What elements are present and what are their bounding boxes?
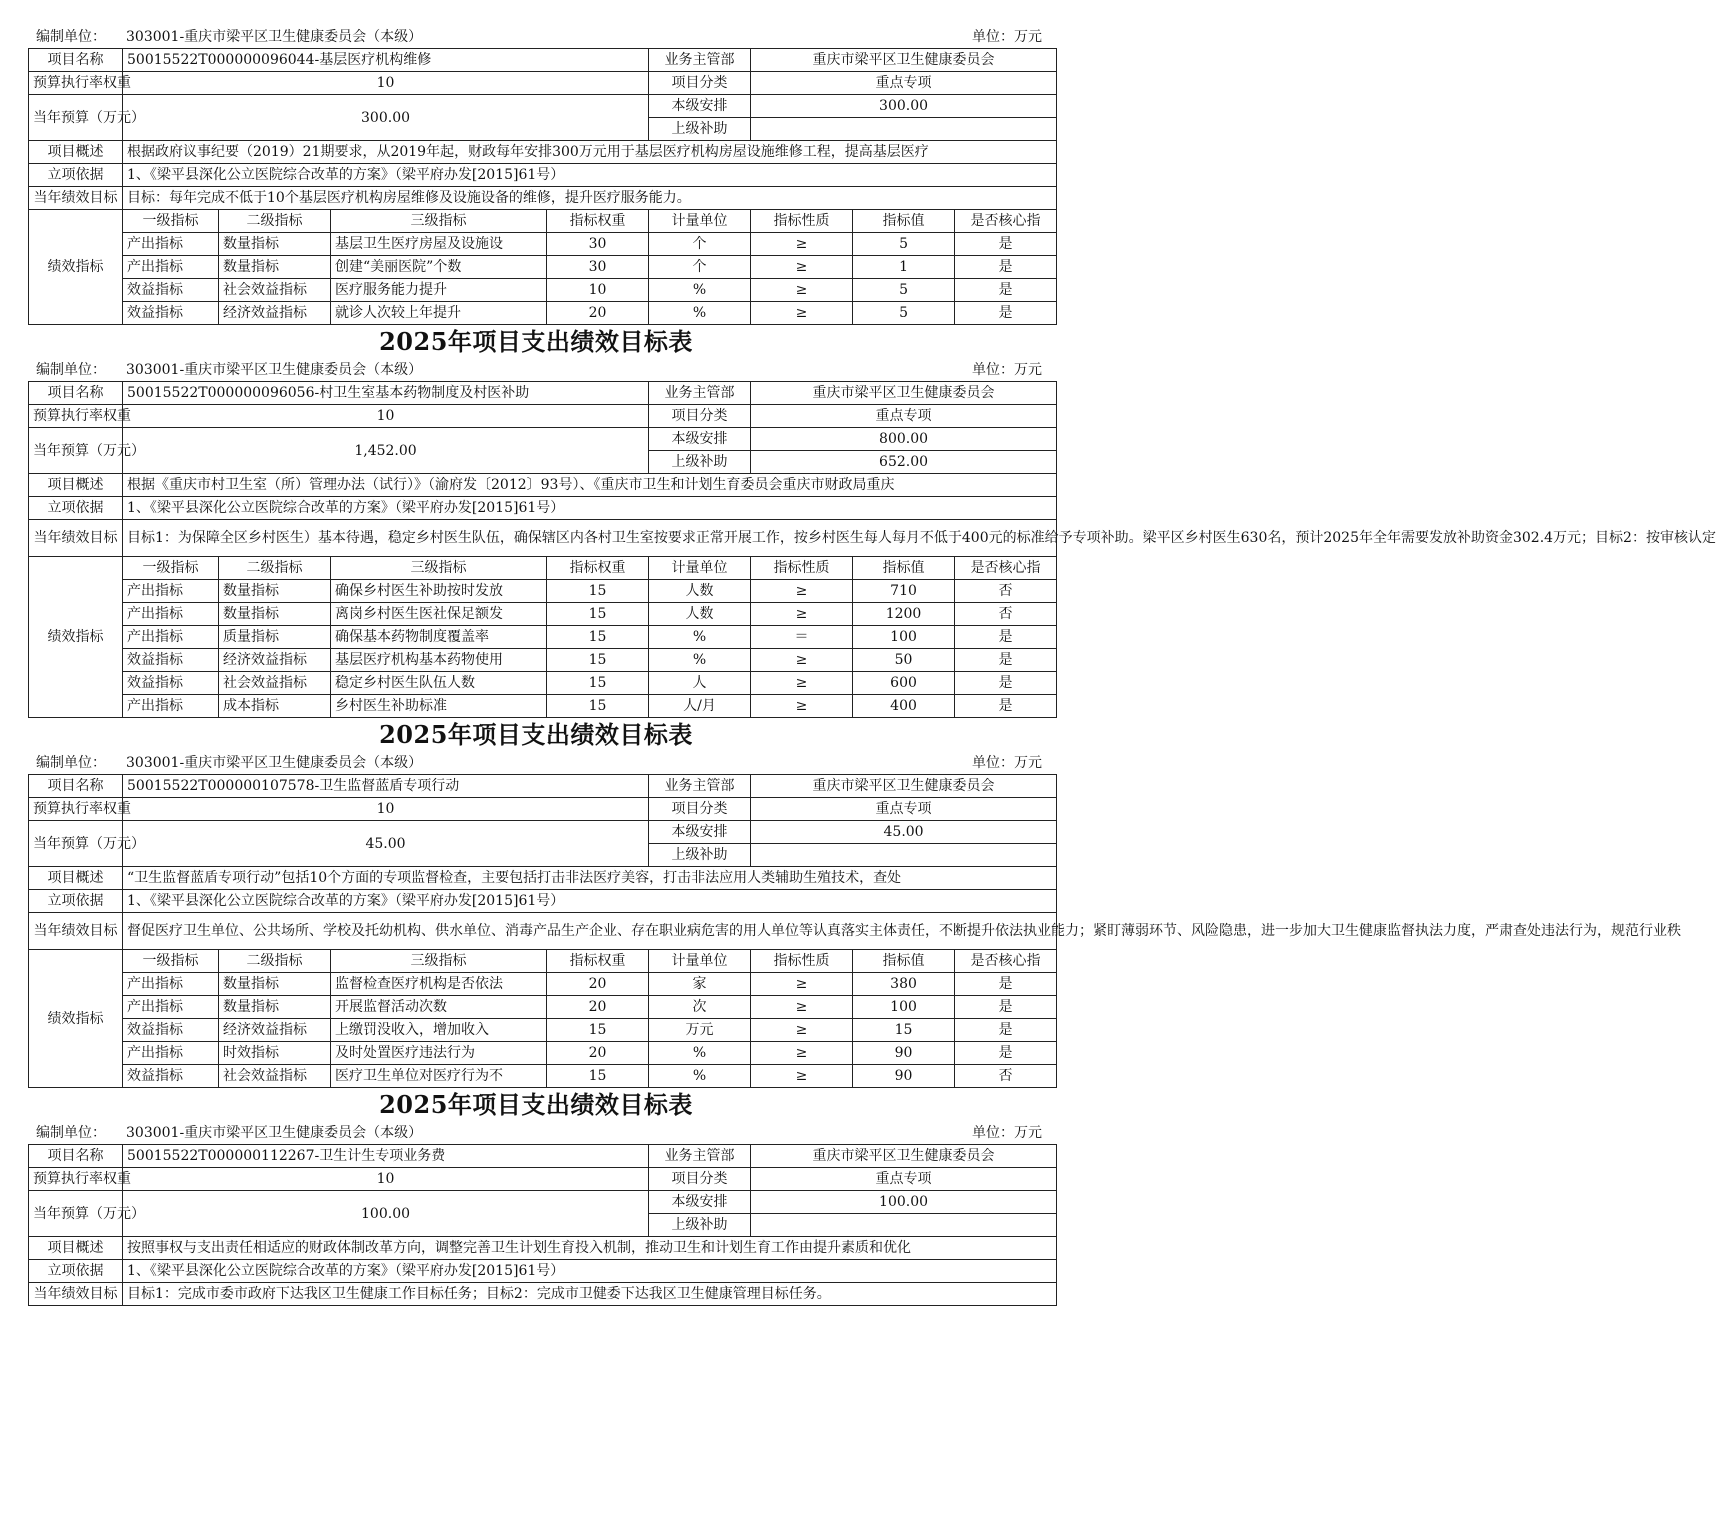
- overview-value: 根据《重庆市村卫生室（所）管理办法（试行）》（渝府发〔2012〕93号）、《重庆市卫生和计划生育委员会重庆市财政局重庆: [123, 474, 1057, 497]
- ind-value: 90: [853, 1042, 955, 1065]
- ind-unit: %: [649, 1065, 751, 1088]
- upper-value: [751, 844, 1057, 867]
- label-goal: 当年绩效目标: [29, 520, 123, 557]
- org-value: 303001-重庆市梁平区卫生健康委员会（本级）: [126, 29, 423, 45]
- ind-unit: 次: [649, 996, 751, 1019]
- ind-level2: 社会效益指标: [219, 1065, 331, 1088]
- ind-nature: ≥: [751, 649, 853, 672]
- label-goal: 当年绩效目标: [29, 1283, 123, 1306]
- org-label: 编制单位：: [36, 29, 106, 45]
- indicator-row: [29, 672, 1057, 695]
- dept-value: 重庆市梁平区卫生健康委员会: [751, 1145, 1057, 1168]
- label-exec-rate: 预算执行率权重: [29, 72, 123, 95]
- ind-unit: 家: [649, 973, 751, 996]
- ind-value: 1: [853, 256, 955, 279]
- ind-core: 否: [955, 603, 1057, 626]
- ind-core: 是: [955, 1042, 1057, 1065]
- label-upper: 上级补助: [649, 844, 751, 867]
- ind-level1: 产出指标: [123, 626, 219, 649]
- ind-nature: ≥: [751, 580, 853, 603]
- ind-level3: 就诊人次较上年提升: [331, 302, 547, 325]
- exec-rate-value: 10: [123, 405, 649, 428]
- ind-unit: %: [649, 1042, 751, 1065]
- ind-weight: 20: [547, 1042, 649, 1065]
- ind-unit: 人数: [649, 580, 751, 603]
- ind-header: 指标权重: [547, 950, 649, 973]
- overview-value: 按照事权与支出责任相适应的财政体制改革方向，调整完善卫生计划生育投入机制，推动卫生和计划生育工作由提升素质和优化: [123, 1237, 1057, 1260]
- ind-header: 计量单位: [649, 557, 751, 580]
- ind-value: 5: [853, 279, 955, 302]
- dept-value: 重庆市梁平区卫生健康委员会: [751, 775, 1057, 798]
- ind-core: 否: [955, 1065, 1057, 1088]
- label-project-name: 项目名称: [29, 1145, 123, 1168]
- unit-line: [28, 1122, 1044, 1144]
- ind-weight: 20: [547, 302, 649, 325]
- ind-level2: 社会效益指标: [219, 279, 331, 302]
- ind-unit: %: [649, 279, 751, 302]
- org-value: 303001-重庆市梁平区卫生健康委员会（本级）: [126, 362, 423, 378]
- ind-level1: 产出指标: [123, 695, 219, 718]
- org-label: 编制单位：: [36, 755, 106, 771]
- ind-level1: 产出指标: [123, 1042, 219, 1065]
- ind-nature: ≥: [751, 996, 853, 1019]
- ind-header: 三级指标: [331, 950, 547, 973]
- ind-value: 50: [853, 649, 955, 672]
- label-category: 项目分类: [649, 72, 751, 95]
- ind-unit: 万元: [649, 1019, 751, 1042]
- ind-header: 三级指标: [331, 210, 547, 233]
- ind-level3: 创建“美丽医院”个数: [331, 256, 547, 279]
- indicator-row: [29, 580, 1057, 603]
- ind-level2: 数量指标: [219, 603, 331, 626]
- ind-weight: 30: [547, 256, 649, 279]
- ind-value: 710: [853, 580, 955, 603]
- ind-level2: 社会效益指标: [219, 672, 331, 695]
- ind-level3: 上缴罚没收入，增加收入: [331, 1019, 547, 1042]
- indicator-row: [29, 279, 1057, 302]
- ind-nature: ≥: [751, 1065, 853, 1088]
- ind-core: 是: [955, 649, 1057, 672]
- ind-level3: 及时处置医疗违法行为: [331, 1042, 547, 1065]
- ind-level3: 基层卫生医疗房屋及设施设: [331, 233, 547, 256]
- goal-value: 目标1：完成市委市政府下达我区卫生健康工作目标任务；目标2：完成市卫健委下达我区卫生健康管理目标任务。: [123, 1283, 1057, 1306]
- label-dept: 业务主管部: [649, 1145, 751, 1168]
- budget-value: 100.00: [123, 1191, 649, 1237]
- overview-value: 根据政府议事纪要（2019）21期要求，从2019年起，财政每年安排300万元用于基层医疗机构房屋设施维修工程，提高基层医疗: [123, 141, 1057, 164]
- label-project-name: 项目名称: [29, 49, 123, 72]
- label-overview: 项目概述: [29, 867, 123, 890]
- ind-unit: 人: [649, 672, 751, 695]
- ind-level3: 开展监督活动次数: [331, 996, 547, 1019]
- goal-value: 督促医疗卫生单位、公共场所、学校及托幼机构、供水单位、消毒产品生产企业、存在职业病危害的用人单位等认真落实主体责任，不断提升依法执业能力；紧盯薄弱环节、风险隐患，进一步加大卫生健康监督执法力度，严肃查处违法行为，规范行业秩: [123, 913, 1057, 950]
- category-value: 重点专项: [751, 1168, 1057, 1191]
- ind-level3: 监督检查医疗机构是否依法: [331, 973, 547, 996]
- ind-level1: 产出指标: [123, 233, 219, 256]
- ind-nature: ≥: [751, 1042, 853, 1065]
- dept-value: 重庆市梁平区卫生健康委员会: [751, 382, 1057, 405]
- ind-unit: 个: [649, 233, 751, 256]
- exec-rate-value: 10: [123, 1168, 649, 1191]
- org-line: [36, 1122, 422, 1144]
- ind-weight: 20: [547, 973, 649, 996]
- label-local: 本级安排: [649, 821, 751, 844]
- org-value: 303001-重庆市梁平区卫生健康委员会（本级）: [126, 755, 423, 771]
- local-value: 800.00: [751, 428, 1057, 451]
- label-basis: 立项依据: [29, 164, 123, 187]
- label-project-name: 项目名称: [29, 382, 123, 405]
- indicator-row: [29, 1042, 1057, 1065]
- label-budget: 当年预算（万元）: [29, 821, 123, 867]
- ind-header: 是否核心指: [955, 557, 1057, 580]
- label-upper: 上级补助: [649, 118, 751, 141]
- ind-core: 是: [955, 695, 1057, 718]
- ind-weight: 15: [547, 580, 649, 603]
- ind-core: 是: [955, 302, 1057, 325]
- ind-unit: %: [649, 302, 751, 325]
- ind-weight: 30: [547, 233, 649, 256]
- ind-level3: 基层医疗机构基本药物使用: [331, 649, 547, 672]
- ind-level3: 确保基本药物制度覆盖率: [331, 626, 547, 649]
- ind-weight: 10: [547, 279, 649, 302]
- ind-value: 15: [853, 1019, 955, 1042]
- section-3: [28, 718, 1681, 1088]
- upper-value: [751, 118, 1057, 141]
- ind-weight: 15: [547, 672, 649, 695]
- unit-label: 单位：万元: [972, 29, 1042, 45]
- org-label: 编制单位：: [36, 362, 106, 378]
- ind-level1: 效益指标: [123, 649, 219, 672]
- category-value: 重点专项: [751, 405, 1057, 428]
- project-name-value: 50015522T000000096056-村卫生室基本药物制度及村医补助: [123, 382, 649, 405]
- label-basis: 立项依据: [29, 497, 123, 520]
- ind-level2: 数量指标: [219, 580, 331, 603]
- label-local: 本级安排: [649, 95, 751, 118]
- indicator-row: [29, 973, 1057, 996]
- basis-value: 1、《梁平县深化公立医院综合改革的方案》（梁平府办发[2015]61号）: [123, 497, 1057, 520]
- label-exec-rate: 预算执行率权重: [29, 405, 123, 428]
- label-perf: 绩效指标: [29, 210, 123, 325]
- ind-header: 一级指标: [123, 950, 219, 973]
- ind-header: 指标性质: [751, 557, 853, 580]
- ind-nature: ≥: [751, 973, 853, 996]
- ind-level1: 效益指标: [123, 1019, 219, 1042]
- project-table: [28, 774, 1681, 1088]
- project-name-value: 50015522T000000107578-卫生监督蓝盾专项行动: [123, 775, 649, 798]
- ind-level1: 效益指标: [123, 279, 219, 302]
- category-value: 重点专项: [751, 798, 1057, 821]
- label-goal: 当年绩效目标: [29, 913, 123, 950]
- ind-core: 是: [955, 996, 1057, 1019]
- ind-core: 是: [955, 1019, 1057, 1042]
- ind-core: 是: [955, 233, 1057, 256]
- label-dept: 业务主管部: [649, 49, 751, 72]
- ind-header: 二级指标: [219, 950, 331, 973]
- ind-core: 是: [955, 973, 1057, 996]
- label-category: 项目分类: [649, 798, 751, 821]
- label-category: 项目分类: [649, 1168, 751, 1191]
- ind-level2: 成本指标: [219, 695, 331, 718]
- section-1: [28, 26, 1044, 325]
- project-name-value: 50015522T000000096044-基层医疗机构维修: [123, 49, 649, 72]
- project-table: [28, 381, 1716, 718]
- basis-value: 1、《梁平县深化公立医院综合改革的方案》（梁平府办发[2015]61号）: [123, 1260, 1057, 1283]
- label-dept: 业务主管部: [649, 382, 751, 405]
- label-budget: 当年预算（万元）: [29, 95, 123, 141]
- ind-level1: 效益指标: [123, 672, 219, 695]
- ind-header: 指标权重: [547, 557, 649, 580]
- label-local: 本级安排: [649, 428, 751, 451]
- ind-value: 1200: [853, 603, 955, 626]
- org-label: 编制单位：: [36, 1125, 106, 1141]
- ind-level2: 数量指标: [219, 973, 331, 996]
- ind-nature: ≥: [751, 279, 853, 302]
- ind-unit: 个: [649, 256, 751, 279]
- label-upper: 上级补助: [649, 451, 751, 474]
- label-local: 本级安排: [649, 1191, 751, 1214]
- ind-value: 100: [853, 626, 955, 649]
- overview-value: “卫生监督蓝盾专项行动”包括10个方面的专项监督检查，主要包括打击非法医疗美容，打击非法应用人类辅助生殖技术，查处: [123, 867, 1057, 890]
- ind-level2: 经济效益指标: [219, 1019, 331, 1042]
- label-basis: 立项依据: [29, 1260, 123, 1283]
- ind-nature: ≥: [751, 233, 853, 256]
- goal-value: 目标：每年完成不低于10个基层医疗机构房屋维修及设施设备的维修，提升医疗服务能力。: [123, 187, 1057, 210]
- unit-label: 单位：万元: [972, 755, 1042, 771]
- ind-value: 90: [853, 1065, 955, 1088]
- label-project-name: 项目名称: [29, 775, 123, 798]
- upper-value: [751, 1214, 1057, 1237]
- ind-unit: 人/月: [649, 695, 751, 718]
- indicator-row: [29, 996, 1057, 1019]
- ind-core: 是: [955, 672, 1057, 695]
- ind-value: 5: [853, 302, 955, 325]
- ind-nature: ≥: [751, 1019, 853, 1042]
- category-value: 重点专项: [751, 72, 1057, 95]
- project-table: [28, 48, 1057, 325]
- ind-weight: 15: [547, 649, 649, 672]
- label-overview: 项目概述: [29, 1237, 123, 1260]
- org-line: [36, 359, 422, 381]
- ind-nature: ≥: [751, 695, 853, 718]
- ind-header: 一级指标: [123, 557, 219, 580]
- page: [28, 26, 1716, 1306]
- local-value: 100.00: [751, 1191, 1057, 1214]
- indicator-row: [29, 302, 1057, 325]
- ind-level2: 经济效益指标: [219, 302, 331, 325]
- basis-value: 1、《梁平县深化公立医院综合改革的方案》（梁平府办发[2015]61号）: [123, 890, 1057, 913]
- dept-value: 重庆市梁平区卫生健康委员会: [751, 49, 1057, 72]
- indicator-row: [29, 695, 1057, 718]
- indicator-row: [29, 649, 1057, 672]
- ind-level3: 稳定乡村医生队伍人数: [331, 672, 547, 695]
- label-overview: 项目概述: [29, 141, 123, 164]
- label-exec-rate: 预算执行率权重: [29, 798, 123, 821]
- ind-level3: 医疗卫生单位对医疗行为不: [331, 1065, 547, 1088]
- ind-value: 400: [853, 695, 955, 718]
- label-perf: 绩效指标: [29, 950, 123, 1088]
- budget-value: 45.00: [123, 821, 649, 867]
- ind-unit: %: [649, 626, 751, 649]
- ind-weight: 15: [547, 603, 649, 626]
- ind-level2: 数量指标: [219, 233, 331, 256]
- doc-title: 2025年项目支出绩效目标表: [379, 1090, 693, 1119]
- unit-line: [28, 752, 1044, 774]
- ind-weight: 15: [547, 1019, 649, 1042]
- section-4: [28, 1088, 1044, 1306]
- ind-level1: 产出指标: [123, 603, 219, 626]
- ind-value: 600: [853, 672, 955, 695]
- ind-level3: 离岗乡村医生医社保足额发: [331, 603, 547, 626]
- ind-header: 指标值: [853, 557, 955, 580]
- ind-weight: 15: [547, 1065, 649, 1088]
- doc-title: 2025年项目支出绩效目标表: [379, 327, 693, 356]
- ind-level3: 确保乡村医生补助按时发放: [331, 580, 547, 603]
- ind-unit: 人数: [649, 603, 751, 626]
- local-value: 45.00: [751, 821, 1057, 844]
- ind-level2: 质量指标: [219, 626, 331, 649]
- unit-label: 单位：万元: [972, 1125, 1042, 1141]
- indicator-row: [29, 1019, 1057, 1042]
- label-dept: 业务主管部: [649, 775, 751, 798]
- ind-core: 是: [955, 279, 1057, 302]
- org-line: [36, 752, 422, 774]
- label-goal: 当年绩效目标: [29, 187, 123, 210]
- project-table: [28, 1144, 1057, 1306]
- ind-header: 是否核心指: [955, 210, 1057, 233]
- ind-header: 是否核心指: [955, 950, 1057, 973]
- exec-rate-value: 10: [123, 72, 649, 95]
- ind-value: 380: [853, 973, 955, 996]
- ind-level2: 数量指标: [219, 996, 331, 1019]
- label-upper: 上级补助: [649, 1214, 751, 1237]
- ind-weight: 20: [547, 996, 649, 1019]
- ind-weight: 15: [547, 695, 649, 718]
- ind-header: 一级指标: [123, 210, 219, 233]
- ind-nature: ＝: [751, 626, 853, 649]
- ind-core: 是: [955, 256, 1057, 279]
- goal-value: 目标1：为保障全区乡村医生）基本待遇，稳定乡村医生队伍，确保辖区内各村卫生室按要求正常开展工作，按乡村医生每人每月不低于400元的标准给予专项补助。梁平区乡村医生630名，预计2025年全年需要发放补助资金302.4万元；目标2：按审核认定: [123, 520, 1057, 557]
- ind-core: 否: [955, 580, 1057, 603]
- label-category: 项目分类: [649, 405, 751, 428]
- exec-rate-value: 10: [123, 798, 649, 821]
- budget-value: 1,452.00: [123, 428, 649, 474]
- ind-level2: 时效指标: [219, 1042, 331, 1065]
- ind-header: 三级指标: [331, 557, 547, 580]
- label-basis: 立项依据: [29, 890, 123, 913]
- ind-level2: 数量指标: [219, 256, 331, 279]
- ind-value: 100: [853, 996, 955, 1019]
- project-name-value: 50015522T000000112267-卫生计生专项业务费: [123, 1145, 649, 1168]
- indicator-row: [29, 626, 1057, 649]
- local-value: 300.00: [751, 95, 1057, 118]
- ind-level3: 乡村医生补助标准: [331, 695, 547, 718]
- unit-line: [28, 359, 1044, 381]
- ind-nature: ≥: [751, 256, 853, 279]
- ind-header: 二级指标: [219, 210, 331, 233]
- ind-header: 指标权重: [547, 210, 649, 233]
- ind-level1: 产出指标: [123, 996, 219, 1019]
- doc-title: 2025年项目支出绩效目标表: [379, 720, 693, 749]
- indicator-row: [29, 256, 1057, 279]
- basis-value: 1、《梁平县深化公立医院综合改革的方案》（梁平府办发[2015]61号）: [123, 164, 1057, 187]
- label-perf: 绩效指标: [29, 557, 123, 718]
- ind-level3: 医疗服务能力提升: [331, 279, 547, 302]
- indicator-row: [29, 603, 1057, 626]
- ind-header: 计量单位: [649, 950, 751, 973]
- ind-level1: 效益指标: [123, 1065, 219, 1088]
- ind-level2: 经济效益指标: [219, 649, 331, 672]
- ind-nature: ≥: [751, 302, 853, 325]
- budget-value: 300.00: [123, 95, 649, 141]
- label-exec-rate: 预算执行率权重: [29, 1168, 123, 1191]
- ind-level1: 产出指标: [123, 973, 219, 996]
- label-budget: 当年预算（万元）: [29, 1191, 123, 1237]
- upper-value: 652.00: [751, 451, 1057, 474]
- ind-level1: 产出指标: [123, 256, 219, 279]
- ind-header: 指标值: [853, 950, 955, 973]
- org-line: [36, 26, 422, 48]
- ind-header: 指标性质: [751, 210, 853, 233]
- ind-header: 指标性质: [751, 950, 853, 973]
- ind-header: 二级指标: [219, 557, 331, 580]
- section-2: [28, 325, 1716, 718]
- indicator-row: [29, 233, 1057, 256]
- ind-header: 计量单位: [649, 210, 751, 233]
- ind-unit: %: [649, 649, 751, 672]
- ind-nature: ≥: [751, 603, 853, 626]
- unit-label: 单位：万元: [972, 362, 1042, 378]
- ind-level1: 产出指标: [123, 580, 219, 603]
- label-budget: 当年预算（万元）: [29, 428, 123, 474]
- ind-core: 是: [955, 626, 1057, 649]
- indicator-row: [29, 1065, 1057, 1088]
- unit-line: [28, 26, 1044, 48]
- ind-level1: 效益指标: [123, 302, 219, 325]
- label-overview: 项目概述: [29, 474, 123, 497]
- ind-value: 5: [853, 233, 955, 256]
- org-value: 303001-重庆市梁平区卫生健康委员会（本级）: [126, 1125, 423, 1141]
- ind-header: 指标值: [853, 210, 955, 233]
- ind-weight: 15: [547, 626, 649, 649]
- ind-nature: ≥: [751, 672, 853, 695]
